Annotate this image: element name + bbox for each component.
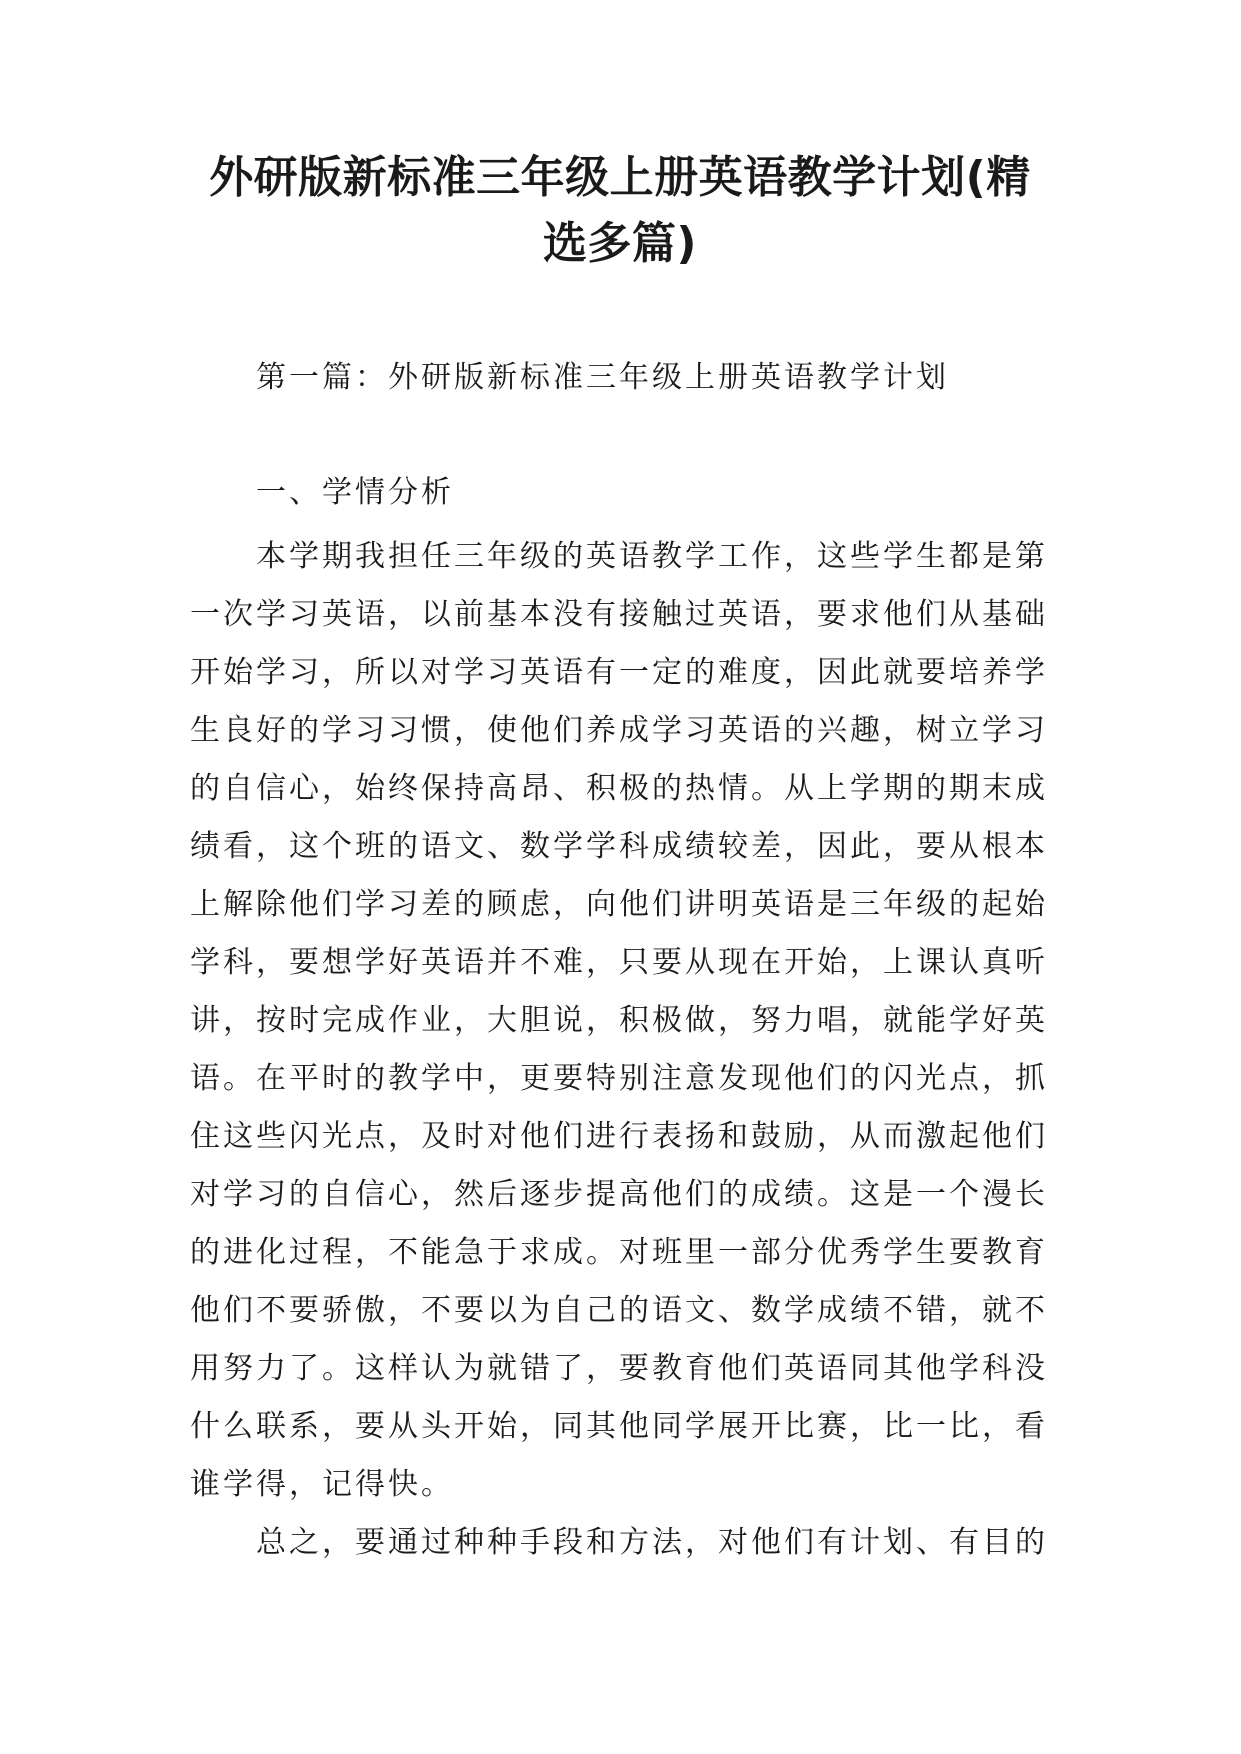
paragraph-line: 讲，按时完成作业，大胆说，积极做，努力唱，就能学好英 [190, 1003, 1048, 1038]
paragraph-line: 绩看，这个班的语文、数学学科成绩较差，因此，要从根本 [190, 829, 1048, 864]
paragraph-line: 语。在平时的教学中，更要特别注意发现他们的闪光点，抓 [190, 1061, 1048, 1096]
title-line: 选多篇) [542, 218, 698, 269]
paragraph-line: 上解除他们学习差的顾虑，向他们讲明英语是三年级的起始 [190, 887, 1048, 922]
sub-heading-learning-analysis: 一、学情分析 [256, 475, 454, 510]
paragraph-line: 生良好的学习习惯，使他们养成学习英语的兴趣，树立学习 [190, 713, 1048, 748]
title-line: 外研版新标准三年级上册英语教学计划(精 [209, 152, 1031, 203]
paragraph-line: 对学习的自信心，然后逐步提高他们的成绩。这是一个漫长 [190, 1177, 1048, 1212]
paragraph-line: 谁学得，记得快。 [190, 1467, 454, 1502]
paragraph-line: 开始学习，所以对学习英语有一定的难度，因此就要培养学 [190, 655, 1048, 690]
paragraph-line: 的进化过程，不能急于求成。对班里一部分优秀学生要教育 [190, 1235, 1048, 1270]
paragraph-line: 的自信心，始终保持高昂、积极的热情。从上学期的期末成 [190, 771, 1048, 806]
paragraph-line: 学科，要想学好英语并不难，只要从现在开始，上课认真听 [190, 945, 1048, 980]
paragraph-line: 住这些闪光点，及时对他们进行表扬和鼓励，从而激起他们 [190, 1119, 1048, 1154]
paragraph-line: 用努力了。这样认为就错了，要教育他们英语同其他学科没 [190, 1351, 1048, 1386]
document-title [190, 145, 1050, 277]
paragraph-line: 他们不要骄傲，不要以为自己的语文、数学成绩不错，就不 [190, 1293, 1048, 1328]
paragraph-line: 本学期我担任三年级的英语教学工作，这些学生都是第 [256, 539, 1048, 574]
paragraph-learning-analysis [190, 470, 1052, 1572]
section-heading: 第一篇：外研版新标准三年级上册英语教学计划 [256, 360, 949, 395]
paragraph-line: 总之，要通过种种手段和方法，对他们有计划、有目的 [256, 1525, 1048, 1560]
paragraph-line: 一次学习英语，以前基本没有接触过英语，要求他们从基础 [190, 597, 1048, 632]
paragraph-line: 什么联系，要从头开始，同其他同学展开比赛，比一比，看 [190, 1409, 1048, 1444]
